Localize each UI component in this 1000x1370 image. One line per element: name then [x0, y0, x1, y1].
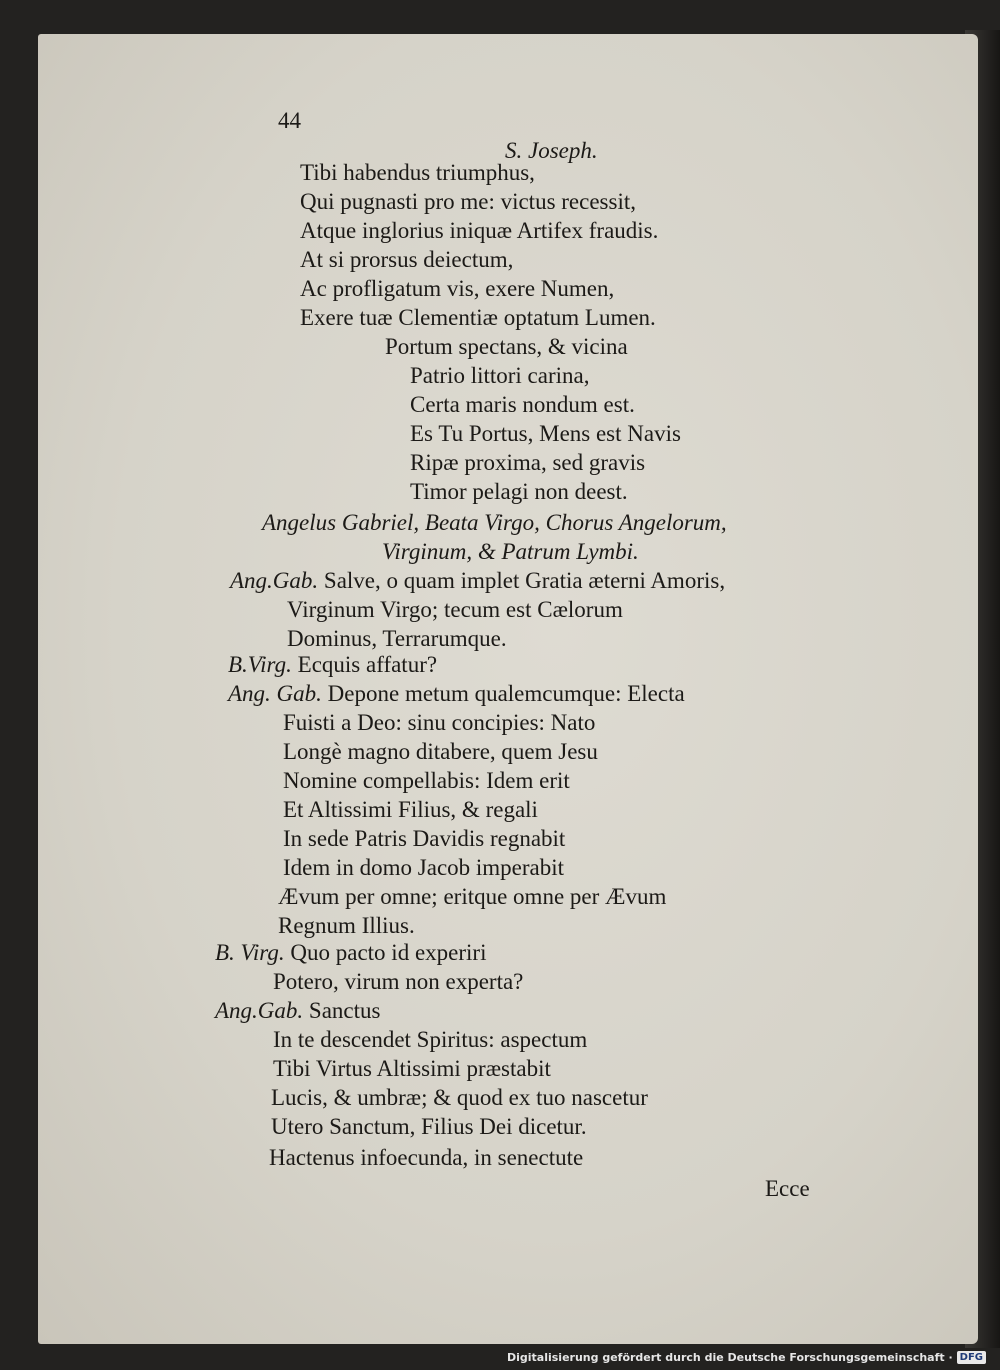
line-text: Ac profligatum vis, exere Numen, [300, 276, 615, 301]
line-text: Idem in domo Jacob imperabit [283, 855, 565, 880]
text-line [300, 247, 513, 273]
line-text: Atque inglorius iniquæ Artifex fraudis. [300, 218, 659, 243]
text-line [228, 681, 685, 707]
text-line [283, 739, 598, 765]
text-line [278, 884, 666, 910]
line-text: In sede Patris Davidis regnabit [283, 826, 566, 851]
text-line [410, 479, 628, 505]
footer-text: Digitalisierung gefördert durch die Deutsche Forschungsgemeinschaft · [506, 1350, 953, 1364]
line-text: In te descendet Spiritus: aspectum [273, 1027, 588, 1052]
page-number: 44 [278, 108, 301, 133]
line-text: Nomine compellabis: Idem erit [283, 768, 570, 793]
text-line [283, 710, 595, 736]
text-line [410, 363, 589, 389]
line-text: Hactenus infoecunda, in senectute [269, 1145, 584, 1170]
line-text: Certa maris nondum est. [410, 392, 635, 417]
line-text: Potero, virum non experta? [273, 969, 524, 994]
line-text: Patrio littori carina, [410, 363, 590, 388]
text-line [215, 940, 486, 966]
line-text: Utero Sanctum, Filius Dei dicetur. [271, 1114, 587, 1139]
text-line [271, 1114, 587, 1140]
line-text: Angelus Gabriel, Beata Virgo, Chorus Angelorum, [262, 510, 727, 535]
line-text: Tibi habendus triumphus, [300, 160, 535, 185]
text-line [278, 913, 415, 939]
running-head: S. Joseph. [505, 138, 598, 163]
line-text: Tibi Virtus Altissimi præstabit [273, 1056, 551, 1081]
text-line [283, 855, 564, 881]
catchword: Ecce [765, 1176, 810, 1201]
line-text: Ripæ proxima, sed gravis [410, 450, 646, 475]
line-text: Lucis, & umbræ; & quod ex tuo nascetur [271, 1085, 648, 1110]
line-text: Virginum, & Patrum Lymbi. [382, 539, 639, 564]
line-text: At si prorsus deiectum, [300, 247, 514, 272]
line-text: Regnum Illius. [278, 913, 415, 938]
line-text: Salve, o quam implet Gratia æterni Amoris, [323, 568, 726, 593]
speaker-label: B. Virg. [215, 940, 285, 965]
text-line [287, 597, 623, 623]
speaker-label: Ang. Gab. [228, 681, 322, 706]
text-line [273, 1056, 551, 1082]
text-line [215, 998, 380, 1024]
speaker-label: Ang.Gab. [215, 998, 304, 1023]
line-text: Ecquis affatur? [297, 652, 438, 677]
text-line [385, 334, 628, 360]
text-line [273, 969, 523, 995]
text-line [300, 276, 614, 302]
text-line [300, 218, 658, 244]
line-text: Es Tu Portus, Mens est Navis [410, 421, 681, 446]
text-line [230, 568, 725, 594]
text-line [262, 510, 727, 536]
line-text: Depone metum qualemcumque: Electa [327, 681, 685, 706]
speaker-label: Ang.Gab. [230, 568, 319, 593]
text-line [300, 189, 636, 215]
text-line [283, 768, 570, 794]
text-line [410, 421, 681, 447]
line-text: Et Altissimi Filius, & regali [283, 797, 538, 822]
text-line [283, 826, 565, 852]
text-line [410, 450, 645, 476]
line-text: Longè magno ditabere, quem Jesu [283, 739, 598, 764]
dfg-logo: DFG [957, 1351, 986, 1364]
line-text: Exere tuæ Clementiæ optatum Lumen. [300, 305, 656, 330]
footer-credit [507, 1350, 986, 1364]
line-text: Timor pelagi non deest. [410, 479, 628, 504]
text-line [410, 392, 635, 418]
text-line [382, 539, 639, 565]
line-text: Ævum per omne; eritque omne per Ævum [278, 884, 667, 909]
line-text: Portum spectans, & vicina [385, 334, 628, 359]
line-text: Sanctus [308, 998, 381, 1023]
text-line [269, 1145, 583, 1171]
line-text: Qui pugnasti pro me: victus recessit, [300, 189, 636, 214]
line-text: Quo pacto id experiri [290, 940, 487, 965]
text-line [271, 1085, 648, 1111]
speaker-label: B.Virg. [228, 652, 292, 677]
line-text: Virginum Virgo; tecum est Cælorum [287, 597, 623, 622]
text-line [273, 1027, 587, 1053]
text-line [300, 305, 656, 331]
line-text: Dominus, Terrarumque. [287, 626, 507, 651]
text-line [283, 797, 538, 823]
line-text: Fuisti a Deo: sinu concipies: Nato [283, 710, 596, 735]
text-line [300, 160, 535, 186]
text-line [228, 652, 437, 678]
text-line [287, 626, 507, 652]
